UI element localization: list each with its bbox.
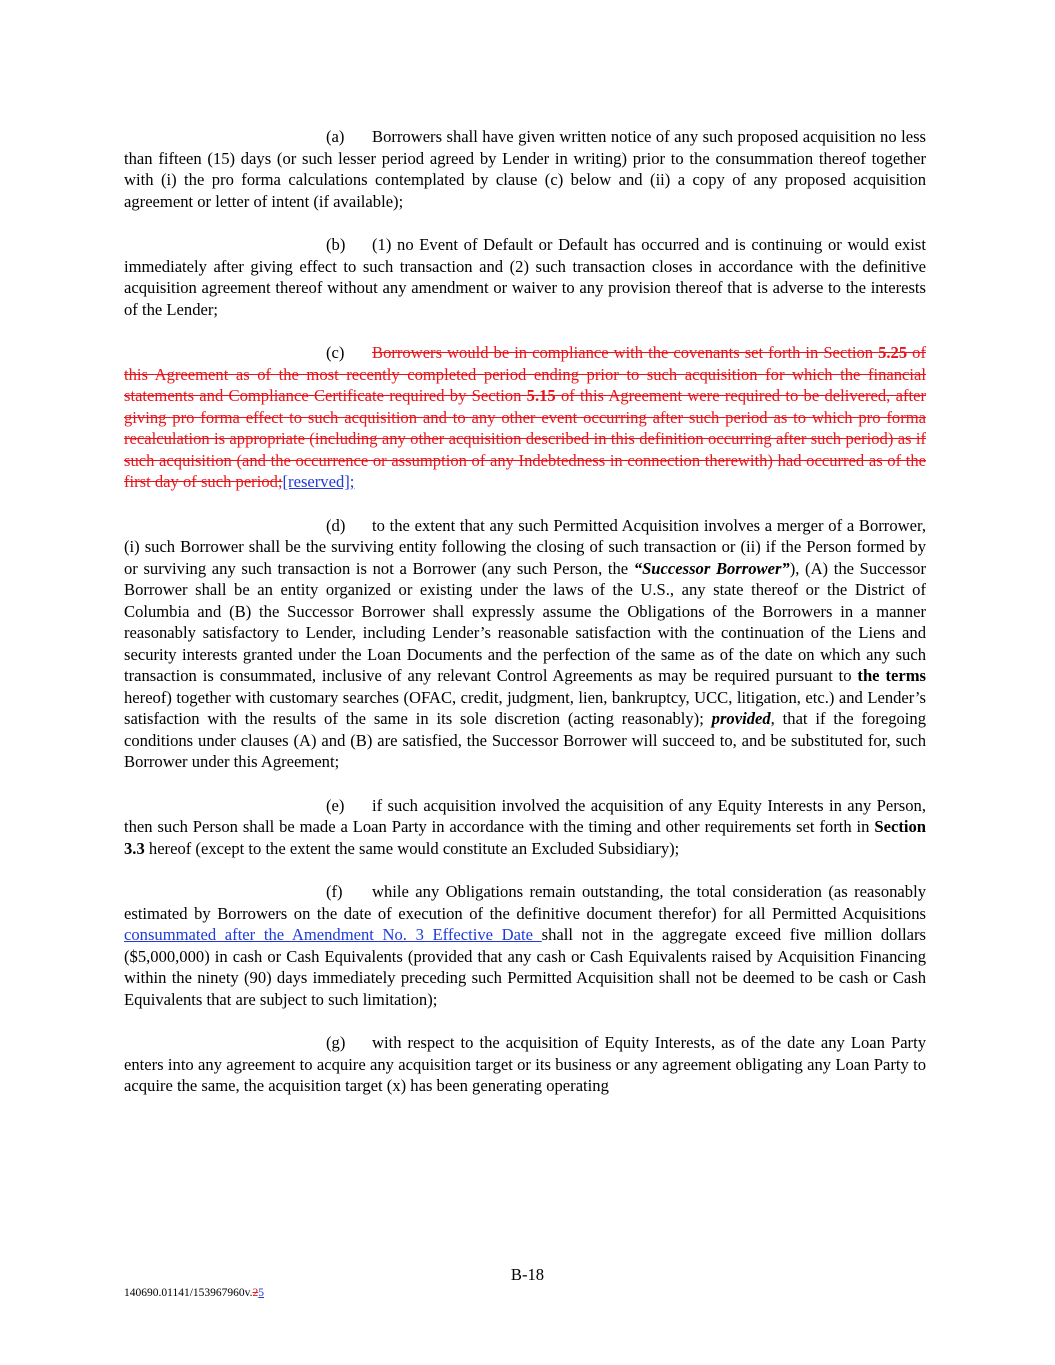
clause-f-label: (f) bbox=[326, 882, 343, 901]
clause-e-text: hereof (except to the extent the same would constitute an Excluded Subsidiary); bbox=[144, 838, 680, 858]
clause-c-label: (c) bbox=[326, 343, 345, 362]
clause-d bbox=[124, 515, 926, 773]
clause-e bbox=[124, 795, 926, 860]
clause-g bbox=[124, 1032, 926, 1097]
section-ref: Section 3.3 bbox=[124, 817, 926, 858]
clause-d-label: (d) bbox=[326, 515, 346, 535]
clause-d-text: to the extent that any such Permitted Acquisition involves a merger of a Borrower, (i) such Borrower shall be the surviving entity following the closing of such transaction or (ii) if the Person formed by or surviving any such transaction is not a Borrower (any such Person, the bbox=[124, 515, 926, 578]
clause-a-text: Borrowers shall have given written notice of any such proposed acquisition no less than fifteen (15) days (or such lesser period agreed by Lender in writing) prior to the consummation thereof together with (i) the pro forma calculations contemplated by clause (c) below and (ii) a copy of any proposed acquisition agreement or letter of intent (if available); bbox=[124, 127, 926, 211]
clause-b bbox=[124, 234, 926, 320]
version-inserted: 5 bbox=[258, 1287, 265, 1299]
clause-d-text: hereof) together with customary searches (OFAC, credit, judgment, lien, bankruptcy, UCC, litigation, etc.) and Lender’s satisfaction with the results of the same in its sole discretion (acting reasonably); bbox=[124, 687, 926, 728]
clause-f-text: while any Obligations remain outstanding, the total consideration (as reasonably estimated by Borrowers on the date of execution of the definitive document therefor) for all Permitted Acquisitions bbox=[124, 882, 926, 923]
clause-b-text: (1) no Event of Default or Default has occurred and is continuing or would exist immediately after giving effect to such transaction and (2) such transaction closes in accordance with the definitive acquisition agreement thereof without any amendment or waiver to any provision thereof that is adverse to the interests of the Lender; bbox=[124, 235, 926, 319]
clause-e-label: (e) bbox=[326, 795, 345, 815]
clause-b-label: (b) bbox=[326, 235, 346, 254]
document-body bbox=[124, 126, 926, 1119]
clause-g-text: with respect to the acquisition of Equity Interests, as of the date any Loan Party enters into any agreement to acquire any acquisition target or its business or any agreement obligating any Loan Party to acquire the same, the acquisition target (x) has been generating operating bbox=[124, 1033, 926, 1095]
clause-g-label: (g) bbox=[326, 1033, 346, 1052]
document-id-text: 140690.01141/153967960v. bbox=[124, 1287, 253, 1299]
deleted-section-ref: 5.15 bbox=[526, 386, 556, 405]
clause-c bbox=[124, 342, 926, 493]
page-number: B-18 bbox=[510, 1265, 545, 1284]
clause-f bbox=[124, 881, 926, 1010]
clause-f-text: shall not in the aggregate exceed five million dollars ($5,000,000) in cash or Cash Equivalents (provided that any cash or Cash Equivalents raised by Acquisition Financing within the ninety (90) days immediately preceding such Permitted Acquisition shall not be deemed to be cash or Cash Equivalents that are subject to such limitation); bbox=[124, 925, 927, 1009]
clause-a-label: (a) bbox=[326, 127, 345, 146]
provided-term: provided bbox=[711, 709, 771, 728]
clause-d-text: ), (A) the Successor Borrower shall be an entity organized or existing under the laws of the U.S., any state thereof or the District of Columbia and (B) the Successor Borrower shall expressly assume the Obligations of the Borrowers in a manner reasonably satisfactory to Lender, including Lender’s reasonable satisfaction with the continuation of the Liens and security interests granted under the Loan Documents and the perfection of the same as of the date on which any such transaction is consummated, inclusive of any relevant Control Agreements as may be required pursuant to bbox=[124, 558, 926, 685]
deleted-text: of this Agreement were required to be delivered, after giving pro forma effect to such acquisition and to any other event occurring after such period as to which pro forma recalculation is appropriate (including any other acquisition described in this definition occurring after such period) as if such acquisition (and the occurrence or assumption of any Indebtedness in connection therewith) had occurred as of the first day of such period; bbox=[124, 386, 926, 491]
clause-a bbox=[124, 126, 926, 212]
clause-e-text: if such acquisition involved the acquisition of any Equity Interests in any Person, then such Person shall be made a Loan Party in accordance with the timing and other requirements set forth in bbox=[124, 795, 926, 836]
clause-d-text: , that if the foregoing conditions under clauses (A) and (B) are satisfied, the Successor Borrower will succeed to, and be substituted for, such Borrower under this Agreement; bbox=[124, 709, 926, 771]
document-id bbox=[124, 1287, 264, 1299]
deleted-text: Borrowers would be in compliance with the covenants set forth in Section bbox=[372, 343, 879, 362]
bold-term: the terms bbox=[857, 666, 926, 685]
deleted-text: of this Agreement as of the most recently completed period ending prior to such acquisition for which the financial statements and Compliance Certificate required by Section bbox=[124, 343, 926, 405]
inserted-text: [reserved]; bbox=[282, 472, 355, 491]
defined-term: “Successor Borrower” bbox=[633, 558, 790, 578]
inserted-text: consummated after the Amendment No. 3 Effective Date bbox=[124, 925, 542, 944]
deleted-section-ref: 5.25 bbox=[878, 343, 908, 362]
version-deleted: 2 bbox=[252, 1287, 259, 1299]
